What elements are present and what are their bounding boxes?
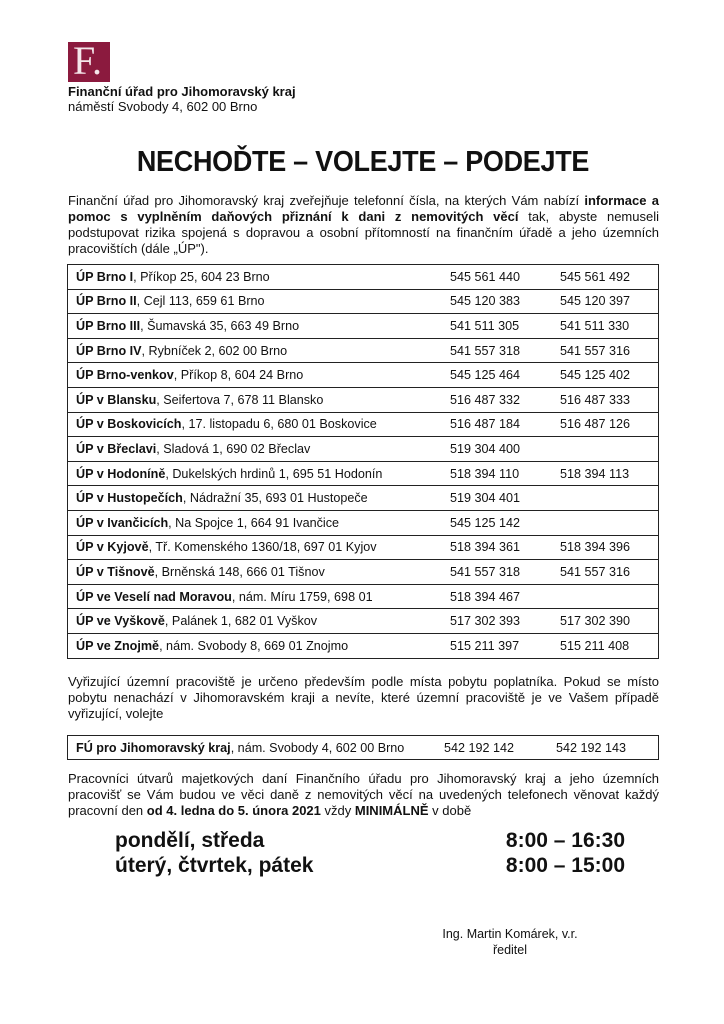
office-phone2[interactable]: 518 394 113 bbox=[552, 461, 659, 486]
office-phone2[interactable]: 541 511 330 bbox=[552, 314, 659, 339]
hours-text-1: Pracovníci útvarů majetkových daní Finančního úřadu pro Jihomoravský kraj a jeho územních pracovišť se Vám budou ve věci daně z nemovitých věcí na uvedených telefonech věnovat každý pracovní den bbox=[68, 771, 659, 818]
office-name: ÚP v Tišnově bbox=[76, 564, 155, 579]
main-office-table bbox=[67, 735, 659, 760]
office-row bbox=[68, 535, 659, 560]
office-row bbox=[68, 584, 659, 609]
hours-minimum: MINIMÁLNĚ bbox=[354, 803, 429, 818]
intro-text-end: tak, abyste nemuseli podstupovat rizika spojená s dopravou a osobní přítomností na finančním úřadě a jeho územních pracovištích (dále „ÚP"). bbox=[68, 209, 659, 256]
offices-table bbox=[67, 264, 659, 659]
hours-text-2: vždy bbox=[320, 803, 355, 818]
office-row bbox=[68, 486, 659, 511]
office-row bbox=[68, 363, 659, 388]
office-cell bbox=[68, 265, 447, 290]
office-address: , Sladová 1, 690 02 Břeclav bbox=[156, 441, 311, 456]
office-row bbox=[68, 387, 659, 412]
office-address: , Na Spojce 1, 664 91 Ivančice bbox=[168, 515, 339, 530]
office-name: ÚP Brno-venkov bbox=[76, 368, 174, 383]
main-office-phone1[interactable]: 542 192 142 bbox=[444, 740, 515, 755]
office-row bbox=[68, 510, 659, 535]
office-phone2[interactable] bbox=[552, 437, 659, 462]
office-row bbox=[68, 461, 659, 486]
hours-dates: od 4. ledna do 5. února 2021 bbox=[146, 803, 321, 818]
office-name: ÚP ve Znojmě bbox=[76, 638, 160, 653]
signature-name: Ing. Martin Komárek, v.r. bbox=[442, 927, 578, 941]
office-cell bbox=[68, 338, 447, 363]
office-phone2[interactable]: 516 487 126 bbox=[552, 412, 659, 437]
office-phone2[interactable]: 545 125 402 bbox=[552, 363, 659, 388]
logo-letter: F. bbox=[73, 38, 103, 83]
signature bbox=[420, 926, 600, 958]
office-phone2[interactable] bbox=[552, 584, 659, 609]
office-phone1[interactable]: 541 557 318 bbox=[446, 560, 552, 585]
office-phone1[interactable]: 518 394 467 bbox=[446, 584, 552, 609]
main-office-name: FÚ pro Jihomoravský kraj bbox=[76, 740, 231, 755]
schedule-time: 8:00 – 16:30 bbox=[505, 829, 625, 852]
office-name: ÚP v Hodoníně bbox=[76, 466, 166, 481]
office-cell bbox=[68, 535, 447, 560]
office-cell bbox=[68, 633, 447, 658]
office-phone1[interactable]: 515 211 397 bbox=[446, 633, 552, 658]
intro-paragraph bbox=[68, 193, 659, 257]
org-name: Finanční úřad pro Jihomoravský kraj bbox=[68, 84, 296, 99]
office-phone1[interactable]: 516 487 184 bbox=[446, 412, 552, 437]
office-name: ÚP ve Vyškově bbox=[76, 614, 165, 629]
office-name: ÚP v Blansku bbox=[76, 392, 157, 407]
office-address: , nám. Svobody 8, 669 01 Znojmo bbox=[159, 638, 349, 653]
office-phone2[interactable]: 541 557 316 bbox=[552, 560, 659, 585]
office-cell bbox=[68, 486, 447, 511]
office-cell bbox=[68, 461, 447, 486]
office-address: , Cejl 113, 659 61 Brno bbox=[136, 294, 265, 309]
office-cell bbox=[68, 584, 447, 609]
office-name: ÚP Brno I bbox=[76, 269, 134, 284]
office-phone2[interactable]: 515 211 408 bbox=[552, 633, 659, 658]
office-name: ÚP v Hustopečích bbox=[76, 491, 183, 506]
office-phone2[interactable] bbox=[552, 486, 659, 511]
office-cell bbox=[68, 412, 447, 437]
note-paragraph: Vyřizující územní pracoviště je určeno především podle místa pobytu poplatníka. Pokud se místo pobytu nenachází v Jihomoravském kraji a nevíte, které územní pracoviště je ve Vašem případě vyřizující, volejte bbox=[68, 674, 659, 721]
schedule-time: 8:00 – 15:00 bbox=[505, 854, 625, 877]
schedule-days: úterý, čtvrtek, pátek bbox=[115, 854, 314, 877]
office-phone1[interactable]: 518 394 361 bbox=[446, 535, 552, 560]
office-row bbox=[68, 560, 659, 585]
office-phone1[interactable]: 516 487 332 bbox=[446, 387, 552, 412]
office-row bbox=[68, 338, 659, 363]
schedule-days: pondělí, středa bbox=[115, 829, 265, 852]
intro-text: Finanční úřad pro Jihomoravský kraj zveřejňuje telefonní čísla, na kterých Vám nabízí bbox=[68, 193, 585, 208]
office-row bbox=[68, 265, 659, 290]
page-title: NECHOĎTE – VOLEJTE – PODEJTE bbox=[136, 146, 590, 178]
logo bbox=[68, 38, 110, 83]
office-cell bbox=[68, 387, 447, 412]
office-row bbox=[68, 412, 659, 437]
office-address: , Šumavská 35, 663 49 Brno bbox=[140, 318, 300, 333]
office-cell bbox=[68, 510, 447, 535]
hours-text-3: v době bbox=[428, 803, 472, 818]
office-phone2[interactable]: 545 120 397 bbox=[552, 289, 659, 314]
main-office-phone2[interactable]: 542 192 143 bbox=[556, 740, 627, 755]
office-address: , Palánek 1, 682 01 Vyškov bbox=[164, 614, 318, 629]
office-phone2[interactable]: 545 561 492 bbox=[552, 265, 659, 290]
office-name: ÚP Brno IV bbox=[76, 343, 142, 358]
main-office-cell bbox=[68, 736, 441, 760]
office-phone1[interactable]: 519 304 400 bbox=[446, 437, 552, 462]
main-office-address: , nám. Svobody 4, 602 00 Brno bbox=[230, 740, 405, 755]
office-phone2[interactable]: 516 487 333 bbox=[552, 387, 659, 412]
office-phone1[interactable]: 517 302 393 bbox=[446, 609, 552, 634]
office-phone2[interactable]: 518 394 396 bbox=[552, 535, 659, 560]
office-phone1[interactable]: 541 557 318 bbox=[446, 338, 552, 363]
office-phone2[interactable]: 517 302 390 bbox=[552, 609, 659, 634]
office-phone1[interactable]: 518 394 110 bbox=[446, 461, 552, 486]
office-cell bbox=[68, 314, 447, 339]
office-cell bbox=[68, 437, 447, 462]
office-row bbox=[68, 437, 659, 462]
office-row bbox=[68, 609, 659, 634]
office-name: ÚP v Kyjově bbox=[76, 540, 149, 555]
office-name: ÚP v Boskovicích bbox=[76, 417, 182, 432]
office-cell bbox=[68, 609, 447, 634]
office-address: , Rybníček 2, 602 00 Brno bbox=[141, 343, 288, 358]
office-phone1[interactable]: 519 304 401 bbox=[446, 486, 552, 511]
office-phone1[interactable]: 545 125 464 bbox=[446, 363, 552, 388]
office-address: , Seifertova 7, 678 11 Blansko bbox=[156, 392, 324, 407]
main-office-row bbox=[68, 736, 659, 760]
office-phone1[interactable]: 545 125 142 bbox=[446, 510, 552, 535]
intro-bold: informace a pomoc s vyplněním daňových přiznání k dani z nemovitých věcí bbox=[68, 193, 659, 224]
org-address: náměstí Svobody 4, 602 00 Brno bbox=[68, 99, 258, 114]
office-address: , 17. listopadu 6, 680 01 Boskovice bbox=[181, 417, 377, 432]
office-address: , Dukelských hrdinů 1, 695 51 Hodonín bbox=[165, 466, 383, 481]
office-phone1[interactable]: 541 511 305 bbox=[446, 314, 552, 339]
office-name: ÚP v Ivančicích bbox=[76, 515, 169, 530]
signature-role: ředitel bbox=[492, 943, 528, 957]
office-cell bbox=[68, 363, 447, 388]
office-phone2[interactable] bbox=[552, 510, 659, 535]
office-name: ÚP v Břeclavi bbox=[76, 441, 157, 456]
office-address: , Tř. Komenského 1360/18, 697 01 Kyjov bbox=[148, 540, 377, 555]
office-row bbox=[68, 314, 659, 339]
office-cell bbox=[68, 560, 447, 585]
office-name: ÚP Brno III bbox=[76, 318, 141, 333]
office-phone1[interactable]: 545 120 383 bbox=[446, 289, 552, 314]
office-cell bbox=[68, 289, 447, 314]
office-row bbox=[68, 633, 659, 658]
hours-paragraph bbox=[68, 771, 659, 819]
office-phone2[interactable]: 541 557 316 bbox=[552, 338, 659, 363]
office-address: , nám. Míru 1759, 698 01 bbox=[231, 589, 373, 604]
office-phone1[interactable]: 545 561 440 bbox=[446, 265, 552, 290]
office-address: , Brněnská 148, 666 01 Tišnov bbox=[154, 564, 325, 579]
office-name: ÚP Brno II bbox=[76, 294, 137, 309]
office-name: ÚP ve Veselí nad Moravou bbox=[76, 589, 232, 604]
office-address: , Příkop 25, 604 23 Brno bbox=[133, 269, 270, 284]
office-row bbox=[68, 289, 659, 314]
office-address: , Nádražní 35, 693 01 Hustopeče bbox=[182, 491, 368, 506]
office-address: , Příkop 8, 604 24 Brno bbox=[173, 368, 304, 383]
